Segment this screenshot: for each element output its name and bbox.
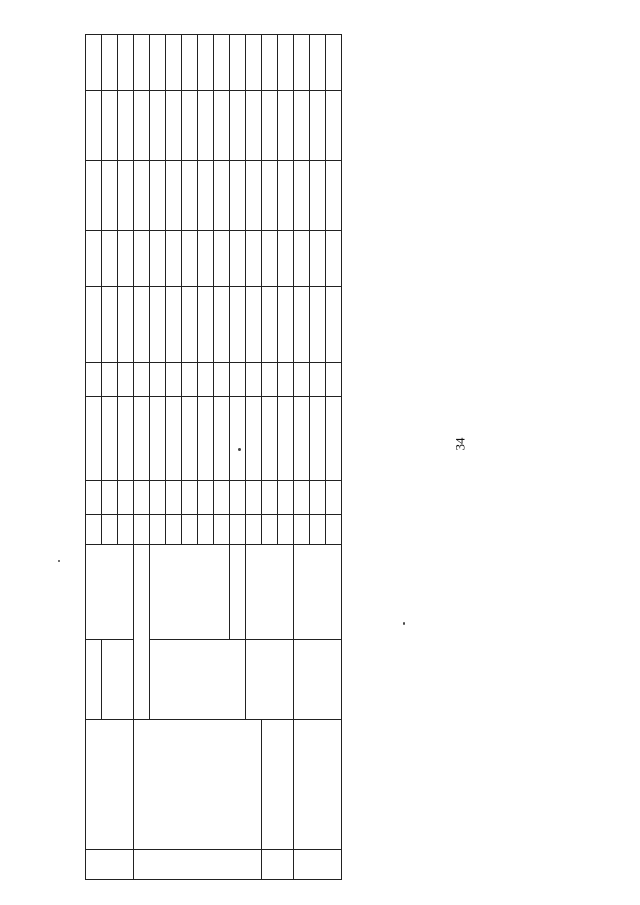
value-cell: [262, 481, 278, 515]
value-cell: [230, 481, 246, 515]
value-cell: [214, 481, 230, 515]
value-cell: [102, 35, 118, 91]
value-cell: [278, 481, 294, 515]
value-cell: [182, 161, 198, 231]
value-cell: [198, 35, 214, 91]
value-cell: [166, 397, 182, 481]
value-cell: [246, 397, 262, 481]
value-cell: [166, 91, 182, 161]
value-cell: [278, 91, 294, 161]
value-cell: [230, 91, 246, 161]
value-cell: [102, 363, 118, 397]
value-cell: [262, 231, 278, 287]
table-row: [86, 35, 102, 880]
value-cell: [214, 35, 230, 91]
value-cell: [86, 363, 102, 397]
value-cell: [214, 515, 230, 545]
source-regional: [294, 545, 342, 640]
value-cell: [118, 161, 134, 231]
value-cell: [262, 91, 278, 161]
value-cell: [230, 161, 246, 231]
row-number: [294, 850, 342, 880]
scan-spot: [403, 622, 405, 625]
event-name: [134, 720, 262, 850]
value-cell: [118, 515, 134, 545]
value-cell: [102, 91, 118, 161]
value-cell: [326, 35, 342, 91]
value-cell: [294, 287, 310, 363]
value-cell: [310, 161, 326, 231]
value-cell: [166, 161, 182, 231]
value-cell: [86, 397, 102, 481]
value-cell: [86, 91, 102, 161]
value-cell: [134, 231, 150, 287]
value-cell: [134, 397, 150, 481]
value-cell: [310, 397, 326, 481]
row-number: [134, 850, 262, 880]
value-cell: [150, 287, 166, 363]
value-cell: [166, 363, 182, 397]
event-cell: [86, 720, 134, 850]
value-cell: [246, 515, 262, 545]
value-cell: [278, 363, 294, 397]
value-cell: [86, 35, 102, 91]
executor-construction: [246, 640, 294, 720]
value-cell: [326, 161, 342, 231]
value-cell: [86, 287, 102, 363]
value-cell: [310, 481, 326, 515]
value-cell: [166, 481, 182, 515]
value-cell: [182, 363, 198, 397]
value-cell: [246, 35, 262, 91]
value-cell: [326, 231, 342, 287]
value-cell: [150, 515, 166, 545]
table-row: [134, 35, 150, 880]
event-name: [294, 720, 342, 850]
value-cell: [198, 363, 214, 397]
source-cell: [86, 545, 134, 640]
value-cell: [294, 397, 310, 481]
value-cell: [262, 161, 278, 231]
value-cell: [230, 231, 246, 287]
value-cell: [166, 35, 182, 91]
value-cell: [102, 397, 118, 481]
value-cell: [86, 481, 102, 515]
value-cell: [262, 363, 278, 397]
value-cell: [310, 91, 326, 161]
value-cell: [198, 515, 214, 545]
value-cell: [150, 161, 166, 231]
value-cell: [214, 161, 230, 231]
value-cell: [294, 35, 310, 91]
value-cell: [198, 481, 214, 515]
value-cell: [86, 515, 102, 545]
value-cell: [294, 161, 310, 231]
value-cell: [134, 161, 150, 231]
value-cell: [118, 35, 134, 91]
source-regional: [150, 545, 230, 640]
value-cell: [134, 287, 150, 363]
value-cell: [310, 363, 326, 397]
value-cell: [134, 481, 150, 515]
value-cell: [278, 35, 294, 91]
value-cell: [118, 481, 134, 515]
value-cell: [182, 91, 198, 161]
value-cell: [326, 515, 342, 545]
value-cell: [134, 515, 150, 545]
value-cell: [294, 231, 310, 287]
value-cell: [214, 397, 230, 481]
value-cell: [294, 363, 310, 397]
page-number: 34: [452, 437, 468, 451]
value-cell: [86, 231, 102, 287]
scan-spot: [58, 560, 60, 562]
value-cell: [150, 481, 166, 515]
value-cell: [262, 515, 278, 545]
value-cell: [310, 515, 326, 545]
value-cell: [150, 397, 166, 481]
value-cell: [310, 231, 326, 287]
value-cell: [86, 161, 102, 231]
executor-social: [150, 640, 246, 720]
value-cell: [118, 91, 134, 161]
value-cell: [102, 287, 118, 363]
value-cell: [102, 161, 118, 231]
value-cell: [230, 363, 246, 397]
value-cell: [326, 397, 342, 481]
value-cell: [310, 35, 326, 91]
value-cell: [134, 91, 150, 161]
value-cell: [166, 515, 182, 545]
value-cell: [214, 91, 230, 161]
value-cell: [278, 231, 294, 287]
value-cell: [150, 35, 166, 91]
value-cell: [182, 397, 198, 481]
value-cell: [182, 231, 198, 287]
value-cell: [118, 287, 134, 363]
event-cell: [262, 720, 294, 850]
executor-social: [294, 640, 342, 720]
value-cell: [246, 287, 262, 363]
value-cell: [118, 397, 134, 481]
value-cell: [326, 363, 342, 397]
value-cell: [198, 231, 214, 287]
value-cell: [246, 481, 262, 515]
value-cell: [230, 397, 246, 481]
value-cell: [166, 231, 182, 287]
continued-cell: [102, 640, 134, 720]
value-cell: [182, 481, 198, 515]
value-cell: [198, 287, 214, 363]
value-cell: [294, 481, 310, 515]
value-cell: [326, 91, 342, 161]
value-cell: [214, 287, 230, 363]
value-cell: [246, 161, 262, 231]
value-cell: [214, 363, 230, 397]
value-cell: [134, 363, 150, 397]
value-cell: [230, 515, 246, 545]
value-cell: [198, 397, 214, 481]
value-cell: [262, 397, 278, 481]
continued-cell: [86, 640, 102, 720]
value-cell: [246, 363, 262, 397]
number-cell: [86, 850, 134, 880]
value-cell: [102, 231, 118, 287]
value-cell: [262, 287, 278, 363]
value-cell: [198, 161, 214, 231]
value-cell: [326, 481, 342, 515]
value-cell: [150, 363, 166, 397]
number-cell: [262, 850, 294, 880]
value-cell: [102, 515, 118, 545]
value-cell: [278, 397, 294, 481]
value-cell: [166, 287, 182, 363]
value-cell: [294, 515, 310, 545]
source-federal: [230, 545, 246, 640]
table-row: [262, 35, 278, 880]
value-cell: [182, 515, 198, 545]
total-label: [134, 545, 150, 720]
value-cell: [246, 91, 262, 161]
value-cell: [150, 91, 166, 161]
scan-spot: [238, 448, 241, 451]
value-cell: [150, 231, 166, 287]
value-cell: [118, 363, 134, 397]
value-cell: [262, 35, 278, 91]
value-cell: [310, 287, 326, 363]
value-cell: [198, 91, 214, 161]
budget-table: [85, 34, 342, 880]
value-cell: [118, 231, 134, 287]
value-cell: [326, 287, 342, 363]
value-cell: [278, 515, 294, 545]
value-cell: [278, 287, 294, 363]
source-regional: [246, 545, 294, 640]
value-cell: [102, 481, 118, 515]
value-cell: [182, 287, 198, 363]
value-cell: [246, 231, 262, 287]
value-cell: [230, 287, 246, 363]
value-cell: [278, 161, 294, 231]
value-cell: [230, 35, 246, 91]
value-cell: [182, 35, 198, 91]
value-cell: [134, 35, 150, 91]
table-row: [294, 35, 310, 880]
value-cell: [214, 231, 230, 287]
value-cell: [294, 91, 310, 161]
